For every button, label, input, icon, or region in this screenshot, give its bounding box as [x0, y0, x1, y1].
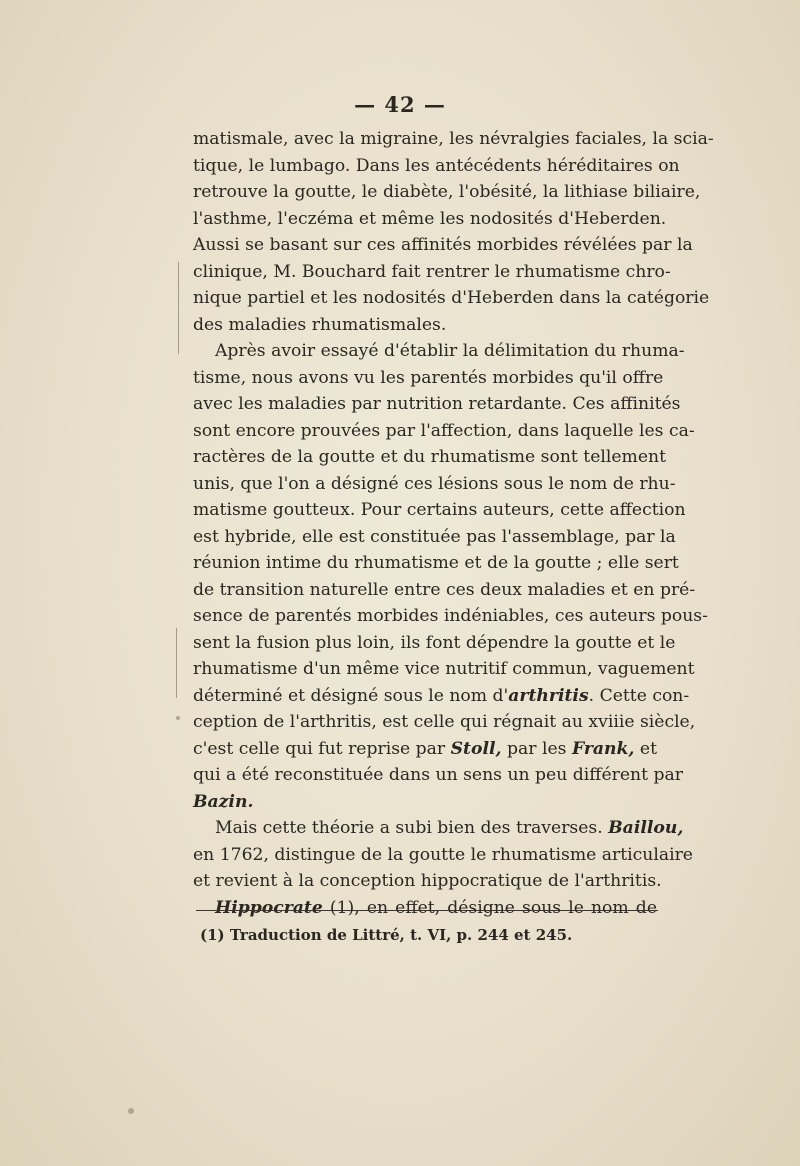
text-run: Mais cette théorie a subi bien des traverses. [215, 818, 609, 838]
text-line: matisme goutteux. Pour certains auteurs, cette affection [193, 500, 686, 520]
text-line: Aussi se basant sur ces affinités morbides révélées par la [193, 235, 693, 255]
body-text [193, 126, 714, 921]
text-line: est hybride, elle est constituée pas l'assemblage, par la [193, 526, 676, 547]
text-line [193, 789, 657, 816]
text-line: sent la fusion plus loin, ils font dépendre la goutte et le [193, 632, 676, 653]
footnote: (1) Traduction de Littré, t. VI, p. 244 et 245. [200, 926, 573, 944]
text-line: tique, le lumbago. Dans les antécédents héréditaires on [193, 155, 680, 176]
text-line: ception de l'arthritis, est celle qui régnait au xviiie siècle, [193, 712, 696, 732]
text-line: l'asthme, l'eczéma et même les nodosités d'Heberden. [193, 208, 667, 229]
text-line: Après avoir essayé d'établir la délimitation du rhuma- [215, 341, 685, 361]
text-line: réunion intime du rhumatisme et de la goutte ; elle sert [193, 553, 679, 573]
text-line: sence de parentés morbides indéniables, ces auteurs pous- [193, 606, 708, 626]
paragraph-1 [193, 126, 714, 338]
margin-pencil-mark [176, 628, 177, 698]
text-line [193, 815, 684, 842]
text-line: qui a été reconstituée dans un sens un peu différent par [193, 765, 683, 785]
text-line: et revient à la conception hippocratique de l'arthritis. [193, 871, 662, 891]
text-line: de transition naturelle entre ces deux maladies et en pré- [193, 579, 696, 600]
text-line: rhumatisme d'un même vice nutritif commun, vaguement [193, 659, 695, 679]
text-line: matismale, avec la migraine, les névralgies faciales, la scia- [193, 129, 714, 149]
text-run: . Cette con- [588, 685, 690, 706]
text-run: (1), en effet, désigne sous le nom de [322, 897, 657, 918]
text-run: déterminé et désigné sous le nom d' [193, 685, 509, 706]
text-line [193, 736, 657, 763]
text-line: ractères de la goutte et du rhumatisme sont tellement [193, 447, 666, 467]
italic-name: Frank, [571, 738, 635, 759]
paper-spot [176, 716, 180, 720]
text-run: et [634, 738, 657, 759]
text-line: en 1762, distingue de la goutte le rhumatisme articulaire [193, 844, 693, 865]
text-line [193, 895, 657, 922]
paper-spot [128, 1108, 134, 1114]
footnote-rule [196, 910, 658, 911]
italic-name: Bazin. [193, 791, 254, 812]
text-line: sont encore prouvées par l'affection, dans laquelle les ca- [193, 420, 695, 441]
paragraph-2 [193, 338, 708, 815]
text-line: tisme, nous avons vu les parentés morbides qu'il offre [193, 367, 664, 388]
italic-name: Hippocrate [215, 897, 323, 918]
text-line: des maladies rhumatismales. [193, 314, 447, 335]
italic-term: arthritis [508, 685, 589, 706]
text-line: avec les maladies par nutrition retardante. Ces affinités [193, 394, 681, 414]
text-run: c'est celle qui fut reprise par [193, 738, 451, 759]
text-line: unis, que l'on a désigné ces lésions sous le nom de rhu- [193, 473, 676, 494]
text-line: nique partiel et les nodosités d'Heberden dans la catégorie [193, 288, 710, 308]
italic-name: Stoll, [450, 738, 502, 759]
text-line [193, 683, 690, 710]
margin-pencil-mark [178, 262, 179, 354]
paragraph-3 [193, 815, 693, 921]
page-number: — 42 — [354, 92, 446, 117]
text-line: clinique, M. Bouchard fait rentrer le rhumatisme chro- [193, 261, 671, 282]
text-line: retrouve la goutte, le diabète, l'obésité, la lithiase biliaire, [193, 182, 701, 202]
italic-name: Baillou, [608, 818, 684, 838]
text-run: par les [501, 738, 572, 759]
